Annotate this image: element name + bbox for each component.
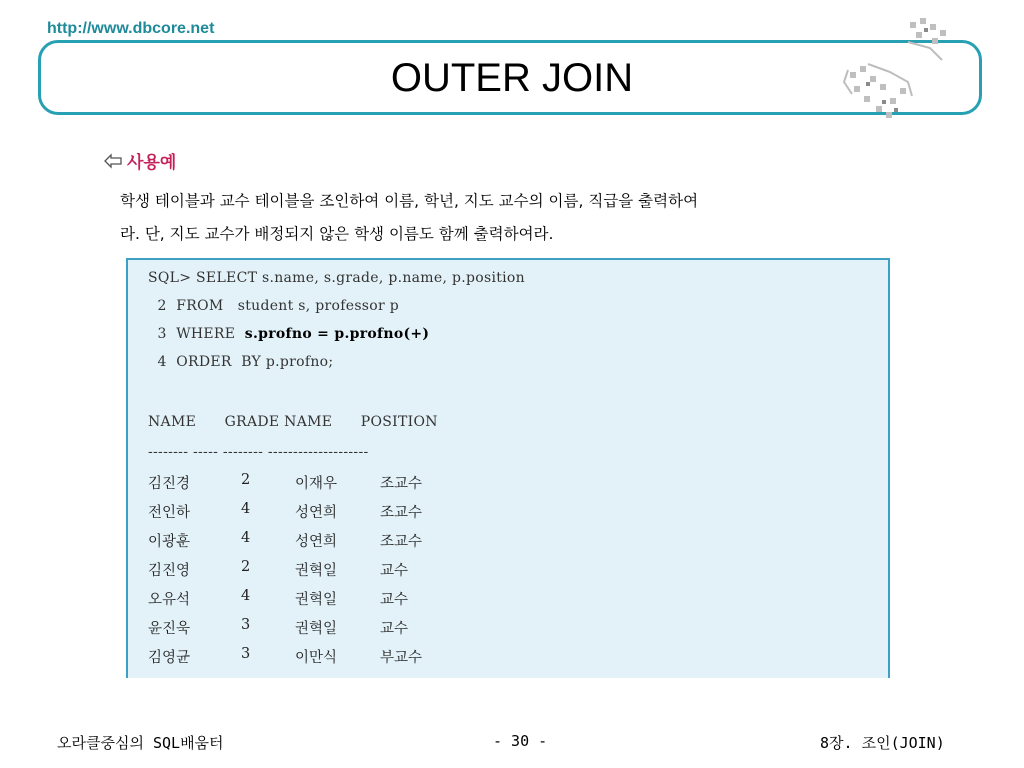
description-line: 학생 테이블과 교수 테이블을 조인하여 이름, 학년, 지도 교수의 이름, 직급을 출력하여 bbox=[120, 192, 699, 210]
result-cell-professor-name: 권혁일 bbox=[295, 621, 338, 637]
result-cell-student-name: 윤진욱 bbox=[148, 621, 191, 637]
result-header: NAME GRADE NAME POSITION bbox=[148, 414, 438, 430]
result-cell-student-name: 김진경 bbox=[148, 476, 191, 492]
code-line-1: SQL> SELECT s.name, s.grade, p.name, p.position bbox=[148, 270, 525, 286]
sql-code-box bbox=[126, 258, 890, 678]
site-url: http://www.dbcore.net bbox=[47, 20, 215, 37]
result-cell-position: 교수 bbox=[380, 592, 409, 608]
page-number: - 30 - bbox=[493, 732, 548, 750]
result-cell-student-name: 오유석 bbox=[148, 592, 191, 608]
result-cell-position: 교수 bbox=[380, 621, 409, 637]
result-cell-grade: 2 bbox=[241, 472, 251, 488]
result-cell-position: 교수 bbox=[380, 563, 409, 579]
footer-right: 8장. 조인(JOIN) bbox=[820, 734, 945, 752]
join-condition: s.profno = p.profno(+) bbox=[244, 326, 430, 342]
result-cell-professor-name: 이재우 bbox=[295, 476, 338, 492]
section-heading-label: 사용예 bbox=[127, 153, 177, 173]
arrow-icon bbox=[103, 152, 123, 170]
result-cell-student-name: 김영균 bbox=[148, 650, 191, 666]
result-cell-grade: 3 bbox=[241, 646, 251, 662]
result-cell-position: 조교수 bbox=[380, 505, 423, 521]
result-cell-professor-name: 성연희 bbox=[295, 534, 338, 550]
description-text bbox=[120, 185, 910, 251]
result-cell-grade: 4 bbox=[241, 501, 251, 517]
result-cell-position: 조교수 bbox=[380, 534, 423, 550]
result-cell-position: 부교수 bbox=[380, 650, 423, 666]
section-heading bbox=[103, 148, 176, 173]
result-cell-professor-name: 권혁일 bbox=[295, 563, 338, 579]
code-line-3: 3 WHERE s.profno = p.profno(+) bbox=[148, 326, 430, 342]
result-cell-grade: 4 bbox=[241, 530, 251, 546]
result-cell-professor-name: 이만식 bbox=[295, 650, 338, 666]
result-cell-position: 조교수 bbox=[380, 476, 423, 492]
footer-left: 오라클중심의 SQL배움터 bbox=[57, 734, 224, 752]
result-cell-professor-name: 성연희 bbox=[295, 505, 338, 521]
code-line-2: 2 FROM student s, professor p bbox=[148, 298, 400, 314]
result-cell-student-name: 이광훈 bbox=[148, 534, 191, 550]
description-line: 라. 단, 지도 교수가 배정되지 않은 학생 이름도 함께 출력하여라. bbox=[120, 225, 554, 243]
code-line-4: 4 ORDER BY p.profno; bbox=[148, 354, 334, 370]
result-cell-grade: 4 bbox=[241, 588, 251, 604]
result-cell-grade: 2 bbox=[241, 559, 251, 575]
result-separator: -------- ----- -------- -------------------- bbox=[148, 444, 369, 460]
page-title: OUTER JOIN bbox=[390, 56, 634, 100]
result-cell-student-name: 전인하 bbox=[148, 505, 191, 521]
pixel-decoration-icon bbox=[820, 12, 970, 127]
result-cell-professor-name: 권혁일 bbox=[295, 592, 338, 608]
result-cell-student-name: 김진영 bbox=[148, 563, 191, 579]
result-cell-grade: 3 bbox=[241, 617, 251, 633]
